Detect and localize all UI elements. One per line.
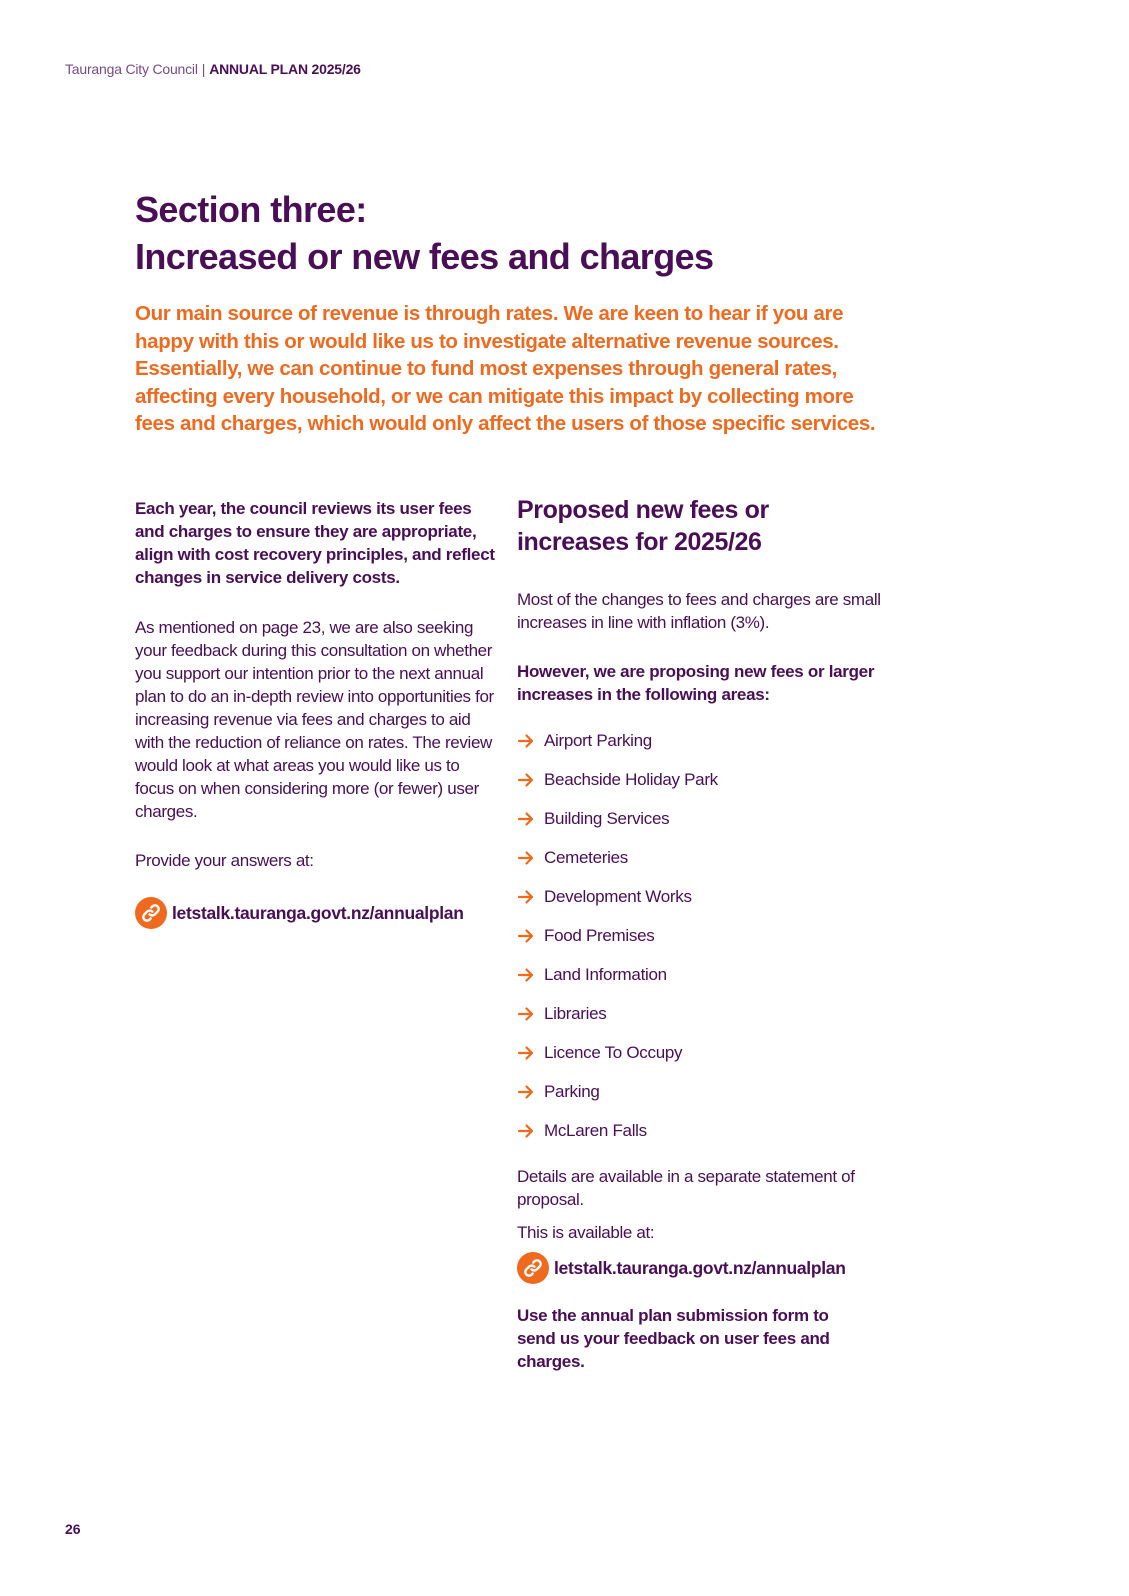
- list-item-label: McLaren Falls: [544, 1120, 647, 1140]
- inflation-paragraph: Most of the changes to fees and charges are small increases in line with inflation (3%).: [517, 590, 881, 632]
- header-org: Tauranga City Council: [65, 61, 198, 77]
- list-item-label: Development Works: [544, 886, 692, 906]
- page-title: [135, 186, 935, 280]
- statement-link-text[interactable]: letstalk.tauranga.govt.nz/annualplan: [554, 1257, 846, 1278]
- arrow-right-icon: [517, 889, 535, 905]
- list-item: [517, 916, 897, 955]
- details-paragraph: Details are available in a separate statement of proposal.: [517, 1167, 855, 1209]
- page-title-line1: Section three:: [135, 189, 367, 230]
- arrow-right-icon: [517, 928, 535, 944]
- right-column: [517, 494, 897, 1373]
- page-title-line2: Increased or new fees and charges: [135, 236, 714, 277]
- list-item: [517, 994, 897, 1033]
- arrow-right-icon: [517, 733, 535, 749]
- statement-link[interactable]: [517, 1252, 897, 1284]
- list-item: [517, 799, 897, 838]
- arrow-right-icon: [517, 1084, 535, 1100]
- left-column: [135, 497, 495, 929]
- review-lead-paragraph: Each year, the council reviews its user fees and charges to ensure they are appropriate, align with cost recovery principles, and reflect changes in service delivery costs.: [135, 499, 495, 587]
- list-item-label: Land Information: [544, 964, 667, 984]
- list-item-label: Parking: [544, 1081, 600, 1101]
- intro-paragraph: Our main source of revenue is through rates. We are keen to hear if you are happy with this or would like us to investigate alternative revenue sources. Essentially, we can continue to fund most expenses through general rates, affecting every household, or we can mitigate this impact by collecting more fees and charges, which would only affect the users of those specific services.: [135, 302, 876, 435]
- answers-label: Provide your answers at:: [135, 851, 314, 870]
- page-number: 26: [65, 1521, 81, 1537]
- link-icon: [135, 897, 167, 929]
- arrow-right-icon: [517, 967, 535, 983]
- list-item-label: Food Premises: [544, 925, 655, 945]
- list-item: [517, 1111, 897, 1150]
- proposed-fees-heading-line1: Proposed new fees or: [517, 496, 769, 524]
- arrow-right-icon: [517, 811, 535, 827]
- page-header: [65, 61, 361, 77]
- list-item-label: Cemeteries: [544, 847, 628, 867]
- arrow-right-icon: [517, 1123, 535, 1139]
- fee-areas-list: [517, 721, 897, 1150]
- link-icon: [517, 1252, 549, 1284]
- header-plan: ANNUAL PLAN 2025/26: [209, 61, 361, 77]
- proposed-fees-heading: [517, 494, 897, 558]
- list-item: [517, 877, 897, 916]
- closing-paragraph: Use the annual plan submission form to send us your feedback on user fees and charges.: [517, 1306, 830, 1371]
- list-item-label: Beachside Holiday Park: [544, 769, 718, 789]
- proposed-fees-heading-line2: increases for 2025/26: [517, 528, 762, 556]
- arrow-right-icon: [517, 1045, 535, 1061]
- arrow-right-icon: [517, 772, 535, 788]
- list-item-label: Airport Parking: [544, 730, 652, 750]
- list-item: [517, 1033, 897, 1072]
- arrow-right-icon: [517, 850, 535, 866]
- feedback-link-text[interactable]: letstalk.tauranga.govt.nz/annualplan: [172, 902, 464, 923]
- list-item-label: Building Services: [544, 808, 670, 828]
- list-item: [517, 721, 897, 760]
- areas-lead-paragraph: However, we are proposing new fees or larger increases in the following areas:: [517, 662, 875, 704]
- header-separator: |: [201, 61, 206, 77]
- list-item-label: Licence To Occupy: [544, 1042, 683, 1062]
- list-item-label: Libraries: [544, 1003, 607, 1023]
- available-label: This is available at:: [517, 1223, 655, 1242]
- list-item: [517, 1072, 897, 1111]
- feedback-paragraph: As mentioned on page 23, we are also seeking your feedback during this consultation on whether you support our intention prior to the next annual plan to do an in-depth review into opportunities for increasing revenue via fees and charges to aid with the reduction of reliance on rates. The review would look at what areas you would like us to focus on when considering more (or fewer) user charges.: [135, 618, 494, 821]
- list-item: [517, 955, 897, 994]
- feedback-link[interactable]: [135, 897, 495, 929]
- list-item: [517, 760, 897, 799]
- arrow-right-icon: [517, 1006, 535, 1022]
- list-item: [517, 838, 897, 877]
